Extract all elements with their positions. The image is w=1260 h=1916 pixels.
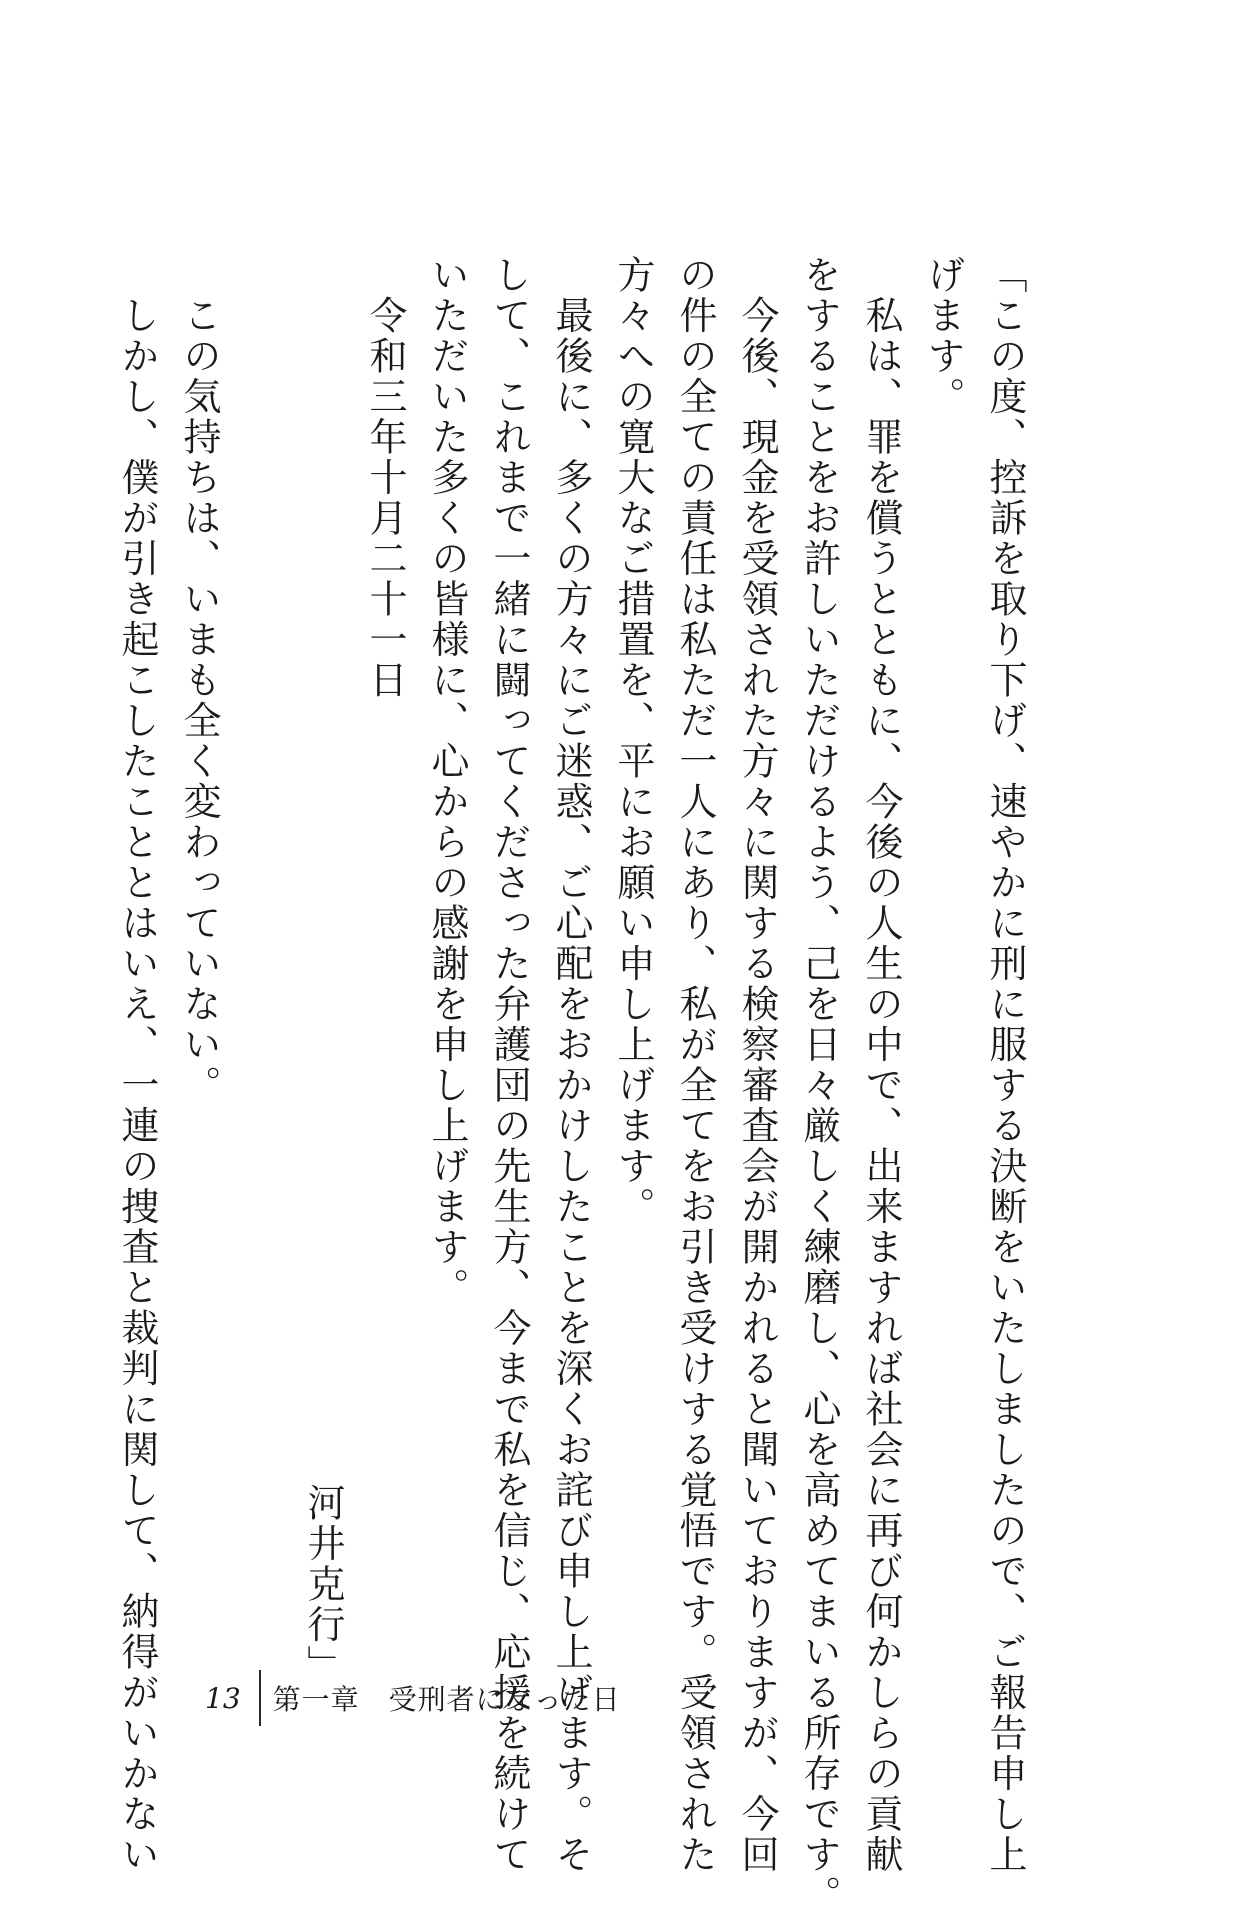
text-line: の件の全ての責任は私ただ一人にあり、私が全てをお引き受けする覚悟です。受領された bbox=[673, 255, 717, 1875]
text-line: して、これまで一緒に闘ってくださった弁護団の先生方、今まで私を信じ、応援を続けて bbox=[487, 255, 531, 1875]
text-line: いただいた多くの皆様に、心からの感謝を申し上げます。 bbox=[425, 255, 469, 1308]
text-line: 私は、罪を償うとともに、今後の人生の中で、出来ますれば社会に再び何かしらの貢献 bbox=[859, 255, 903, 1875]
footer-divider bbox=[259, 1670, 261, 1726]
date-line: 令和三年十月二十一日 bbox=[363, 255, 407, 701]
text-line: をすることをお許しいただけるよう、己を日々厳しく練磨し、心を高めてまいる所存です。 bbox=[797, 255, 841, 1916]
text-line: この気持ちは、いまも全く変わっていない。 bbox=[177, 255, 221, 1106]
page-footer bbox=[205, 1668, 621, 1728]
text-line: 方々への寛大なご措置を、平にお願い申し上げます。 bbox=[611, 255, 655, 1227]
blank-line bbox=[230, 255, 292, 1685]
text-line: げます。 bbox=[921, 255, 965, 417]
page-number: 13 bbox=[205, 1681, 241, 1715]
signature-line: 河井克行」 bbox=[301, 1482, 345, 1685]
text-line: 最後に、多くの方々にご迷惑、ご心配をおかけしたことを深くお詫び申し上げます。そ bbox=[549, 255, 593, 1875]
text-line: 今後、現金を受領された方々に関する検察審査会が開かれると聞いておりますが、今回 bbox=[735, 255, 779, 1875]
text-line: しかし、僕が引き起こしたこととはいえ、一連の捜査と裁判に関して、納得がいかない bbox=[115, 255, 159, 1875]
text-line: 「この度、控訴を取り下げ、速やかに刑に服する決断をいたしましたので、ご報告申し上 bbox=[983, 255, 1027, 1875]
chapter-title: 第一章 受刑者になった日 bbox=[272, 1683, 621, 1716]
